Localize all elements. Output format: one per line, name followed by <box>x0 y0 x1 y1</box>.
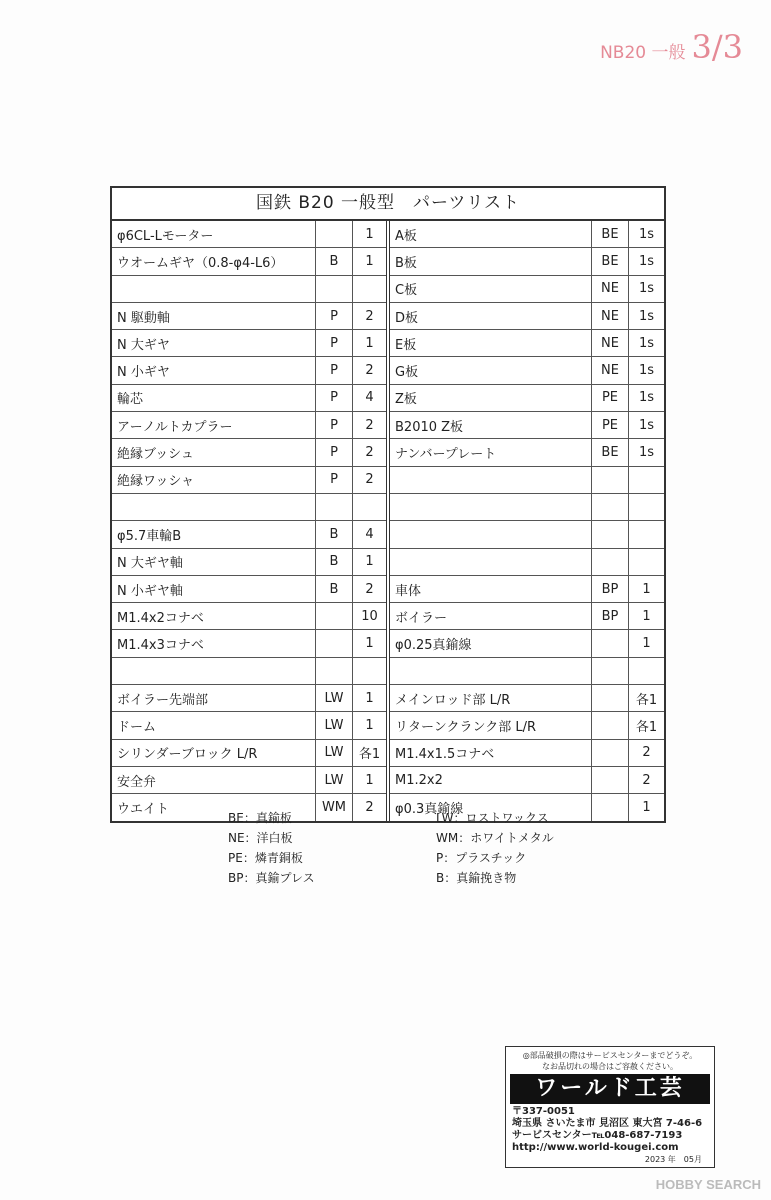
material-legend <box>228 810 588 890</box>
notice-line: なお品切れの場合はご容赦ください。 <box>542 1062 678 1071</box>
legend-left-column <box>228 810 315 886</box>
hobby-search-watermark: HOBBY SEARCH <box>655 1177 761 1192</box>
right-parts-column <box>390 221 664 821</box>
part-material: P <box>316 357 353 383</box>
part-name: 安全弁 <box>112 767 316 793</box>
part-material: P <box>316 412 353 438</box>
part-material <box>316 658 353 684</box>
part-quantity: 1 <box>365 636 374 652</box>
parts-row <box>390 494 664 521</box>
part-name: φ0.3真鍮線 <box>390 794 592 820</box>
part-material: WM <box>316 794 353 820</box>
part-material <box>592 467 629 493</box>
part-name <box>112 658 316 684</box>
part-quantity: 2 <box>365 581 374 597</box>
part-material: P <box>316 303 353 329</box>
part-quantity: 2 <box>642 772 651 788</box>
part-quantity: 1 <box>365 717 374 733</box>
part-quantity: 10 <box>361 608 378 624</box>
part-material <box>316 603 353 629</box>
parts-row <box>112 385 386 412</box>
part-name: φ5.7車輪B <box>112 521 316 547</box>
part-name: A板 <box>390 221 592 247</box>
part-quantity: 1 <box>365 226 374 242</box>
part-quantity <box>629 521 664 547</box>
parts-row <box>112 712 386 739</box>
parts-row <box>112 549 386 576</box>
part-quantity: 1s <box>638 363 655 379</box>
part-name: ドーム <box>112 712 316 738</box>
part-quantity: 2 <box>365 445 374 461</box>
part-name: B2010 Z板 <box>390 412 592 438</box>
postal-code: 〒337-0051 <box>512 1106 575 1117</box>
parts-row <box>390 439 664 466</box>
parts-row <box>112 221 386 248</box>
part-material: NE <box>592 330 629 356</box>
parts-row <box>112 767 386 794</box>
parts-list-table <box>110 186 666 823</box>
part-material <box>316 494 353 520</box>
part-quantity: 1 <box>365 253 374 269</box>
part-quantity: 2 <box>365 417 374 433</box>
part-name: ボイラー先端部 <box>112 685 316 711</box>
part-quantity: 2 <box>365 799 374 815</box>
parts-row <box>112 467 386 494</box>
part-name: D板 <box>390 303 592 329</box>
legend-item: LW：ロストワックス <box>436 811 549 825</box>
page-number: 3/3 <box>691 28 743 66</box>
part-quantity <box>353 658 386 684</box>
part-name: N 大ギヤ <box>112 330 316 356</box>
part-quantity: 1 <box>365 554 374 570</box>
part-name <box>390 549 592 575</box>
parts-row <box>390 658 664 685</box>
part-material: LW <box>316 712 353 738</box>
part-name <box>112 276 316 302</box>
parts-row <box>390 603 664 630</box>
parts-row <box>390 276 664 303</box>
parts-row <box>112 603 386 630</box>
part-material <box>592 549 629 575</box>
part-material: BE <box>592 248 629 274</box>
part-quantity: 各1 <box>635 692 658 708</box>
parts-row <box>112 276 386 303</box>
legend-item: B：真鍮挽き物 <box>436 871 517 885</box>
part-name: C板 <box>390 276 592 302</box>
part-quantity: 1s <box>638 253 655 269</box>
parts-row <box>390 412 664 439</box>
part-name: G板 <box>390 357 592 383</box>
part-material: NE <box>592 357 629 383</box>
part-material <box>592 630 629 656</box>
part-name: リターンクランク部 L/R <box>390 712 592 738</box>
parts-row <box>112 630 386 657</box>
parts-row <box>112 248 386 275</box>
notice-line: ◎部品破損の際はサービスセンターまでどうぞ。 <box>522 1051 698 1060</box>
part-material <box>592 685 629 711</box>
company-url[interactable]: http://www.world-kougei.com <box>512 1142 679 1153</box>
parts-row <box>112 740 386 767</box>
part-quantity: 2 <box>365 308 374 324</box>
part-name: ウエイト <box>112 794 316 820</box>
legend-item: BE：真鍮板 <box>228 811 292 825</box>
service-notice <box>506 1047 714 1072</box>
part-quantity: 1 <box>365 772 374 788</box>
parts-row <box>112 576 386 603</box>
part-material <box>592 712 629 738</box>
part-material <box>316 276 353 302</box>
part-name: N 大ギヤ軸 <box>112 549 316 575</box>
legend-right-column <box>436 810 554 886</box>
part-material <box>592 658 629 684</box>
part-quantity: 1s <box>638 226 655 242</box>
part-name: M1.4x2コナベ <box>112 603 316 629</box>
left-parts-column <box>112 221 390 821</box>
part-name: M1.4x1.5コナベ <box>390 740 592 766</box>
part-material: B <box>316 576 353 602</box>
part-material: B <box>316 549 353 575</box>
part-material: NE <box>592 303 629 329</box>
part-material: LW <box>316 685 353 711</box>
part-quantity: 4 <box>365 526 374 542</box>
part-quantity <box>629 658 664 684</box>
service-center-phone: サービスセンター℡048-687-7193 <box>512 1130 683 1141</box>
part-material: BP <box>592 576 629 602</box>
part-quantity: 1 <box>365 690 374 706</box>
part-quantity: 2 <box>642 745 651 761</box>
part-quantity <box>629 549 664 575</box>
part-material: P <box>316 330 353 356</box>
legend-item: NE：洋白板 <box>228 831 293 845</box>
part-quantity <box>629 494 664 520</box>
parts-row <box>390 248 664 275</box>
parts-row <box>390 767 664 794</box>
part-quantity: 1 <box>642 799 651 815</box>
parts-row <box>390 357 664 384</box>
part-name: E板 <box>390 330 592 356</box>
part-name: ナンバープレート <box>390 439 592 465</box>
parts-row <box>112 303 386 330</box>
part-name: N 駆動軸 <box>112 303 316 329</box>
part-quantity: 1 <box>642 636 651 652</box>
part-name: M1.2x2 <box>390 767 592 793</box>
part-quantity <box>353 276 386 302</box>
part-name: メインロッド部 L/R <box>390 685 592 711</box>
part-material <box>592 740 629 766</box>
part-quantity: 1s <box>638 335 655 351</box>
parts-row <box>390 630 664 657</box>
part-material <box>592 767 629 793</box>
parts-row <box>390 576 664 603</box>
part-quantity: 1s <box>638 281 655 297</box>
parts-row <box>112 521 386 548</box>
part-name: N 小ギヤ <box>112 357 316 383</box>
part-material: B <box>316 248 353 274</box>
part-quantity: 1 <box>365 335 374 351</box>
parts-row <box>390 385 664 412</box>
part-name: φ0.25真鍮線 <box>390 630 592 656</box>
parts-row <box>112 685 386 712</box>
part-name: アーノルトカプラー <box>112 412 316 438</box>
part-name: 絶縁ワッシャ <box>112 467 316 493</box>
parts-row <box>112 658 386 685</box>
part-name: φ6CL-Lモーター <box>112 221 316 247</box>
part-name: シリンダーブロック L/R <box>112 740 316 766</box>
part-name <box>390 494 592 520</box>
part-quantity: 各1 <box>358 747 381 763</box>
part-name <box>390 467 592 493</box>
part-name: 車体 <box>390 576 592 602</box>
part-quantity: 1 <box>642 581 651 597</box>
company-logo: ワールド工芸 <box>510 1074 710 1104</box>
print-date: 2023 年 05月 <box>644 1155 702 1164</box>
parts-row <box>112 412 386 439</box>
part-material <box>592 494 629 520</box>
parts-row <box>390 549 664 576</box>
legend-item: P：プラスチック <box>436 851 527 865</box>
parts-row <box>390 221 664 248</box>
part-quantity: 2 <box>365 472 374 488</box>
legend-item: PE：燐青銅板 <box>228 851 303 865</box>
part-quantity: 1s <box>638 417 655 433</box>
part-quantity: 1s <box>638 308 655 324</box>
part-material <box>592 794 629 820</box>
part-name: B板 <box>390 248 592 274</box>
part-material <box>592 521 629 547</box>
part-quantity <box>353 494 386 520</box>
part-quantity: 2 <box>365 363 374 379</box>
parts-row <box>112 357 386 384</box>
part-name: N 小ギヤ軸 <box>112 576 316 602</box>
part-material <box>316 630 353 656</box>
header-series-label: NB20 一般 <box>600 43 686 63</box>
parts-row <box>112 439 386 466</box>
part-name <box>390 658 592 684</box>
company-address: 埼玉県 さいたま市 見沼区 東大宮 7-46-6 <box>512 1118 703 1129</box>
parts-row <box>390 521 664 548</box>
company-info-box <box>505 1046 715 1168</box>
parts-row <box>390 303 664 330</box>
part-name: M1.4x3コナベ <box>112 630 316 656</box>
table-title: 国鉄 B20 一般型 パーツリスト <box>112 188 664 221</box>
parts-row <box>112 330 386 357</box>
part-material: P <box>316 439 353 465</box>
part-material: PE <box>592 412 629 438</box>
parts-row <box>390 330 664 357</box>
part-material: LW <box>316 767 353 793</box>
part-material: NE <box>592 276 629 302</box>
parts-row <box>390 467 664 494</box>
part-quantity: 4 <box>365 390 374 406</box>
part-name: 輪芯 <box>112 385 316 411</box>
part-material: LW <box>316 740 353 766</box>
part-name: ボイラー <box>390 603 592 629</box>
legend-item: BP：真鍮プレス <box>228 871 315 885</box>
legend-item: WM：ホワイトメタル <box>436 831 554 845</box>
part-quantity: 1 <box>642 608 651 624</box>
part-material: BE <box>592 439 629 465</box>
part-material: B <box>316 521 353 547</box>
part-quantity <box>629 467 664 493</box>
part-quantity: 1s <box>638 445 655 461</box>
parts-row <box>390 685 664 712</box>
part-name <box>390 521 592 547</box>
part-material: P <box>316 467 353 493</box>
part-quantity: 各1 <box>635 719 658 735</box>
part-material <box>316 221 353 247</box>
part-name: Z板 <box>390 385 592 411</box>
parts-row <box>390 740 664 767</box>
part-material: BP <box>592 603 629 629</box>
parts-row <box>390 712 664 739</box>
parts-row <box>112 494 386 521</box>
part-material: PE <box>592 385 629 411</box>
part-material: BE <box>592 221 629 247</box>
part-quantity: 1s <box>638 390 655 406</box>
part-name: 絶縁ブッシュ <box>112 439 316 465</box>
part-material: P <box>316 385 353 411</box>
part-name <box>112 494 316 520</box>
page-header <box>600 28 743 66</box>
part-name: ウオームギヤ（0.8-φ4-L6） <box>112 248 316 274</box>
